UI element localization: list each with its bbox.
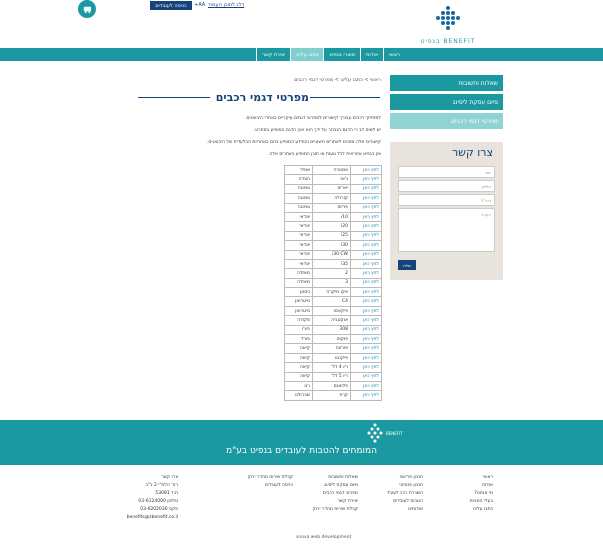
car-models-table <box>284 165 382 401</box>
spec-link[interactable]: לחץ כאן <box>351 231 382 240</box>
table-row <box>285 184 382 193</box>
email-field[interactable]: דוא"ל <box>398 194 495 206</box>
spec-link[interactable]: לחץ כאן <box>351 363 382 372</box>
phone-field[interactable]: טלפון <box>398 180 495 192</box>
footer-link[interactable]: benefits@zbenefit.co.il <box>126 515 178 520</box>
table-row <box>285 194 382 203</box>
spec-link[interactable]: לחץ כאן <box>351 372 382 381</box>
manufacturer-cell: אופל <box>285 166 313 175</box>
footer-link[interactable]: רח' הלח"י 2 ב"ב <box>145 483 178 488</box>
spec-link[interactable]: לחץ כאן <box>351 203 382 212</box>
footer-col-help <box>313 474 358 514</box>
spec-link[interactable]: לחץ כאן <box>351 335 382 344</box>
manufacturer-cell: יונדאי <box>285 259 313 268</box>
footer-title: המומחים להטבות לעובדים בנפיט בע"מ <box>226 446 377 456</box>
model-cell: פוקוס <box>313 335 351 344</box>
table-row <box>285 297 382 306</box>
footer-link[interactable]: אודות <box>482 483 493 488</box>
breadcrumb[interactable]: ראשי > כתבו עלינו > מפרטי דגמי רכבים <box>294 77 381 83</box>
footer-link[interactable]: טלפון 03-6124000 <box>138 499 178 504</box>
contact-form <box>390 142 503 280</box>
footer-link[interactable]: ת.ד 53081 <box>155 491 178 496</box>
manufacturer-cell: קיאה <box>285 344 313 353</box>
nav-products[interactable]: מוצרי בנפיט <box>323 48 360 61</box>
table-row <box>285 335 382 344</box>
footer-col-services <box>387 474 423 514</box>
footer-link[interactable]: כניסה לעובדים <box>264 483 293 488</box>
model-cell: יאריס <box>313 184 351 193</box>
table-row <box>285 212 382 221</box>
nav-press[interactable]: כתבו עלינו <box>290 48 323 61</box>
model-cell: 3 <box>313 278 351 287</box>
developer-credit[interactable]: snova web development <box>296 535 352 540</box>
footer-col-contact <box>127 474 178 522</box>
model-cell: אסטרה <box>313 166 351 175</box>
footer-col-main <box>470 474 493 514</box>
nav-contact[interactable]: יצירת קשר <box>256 48 290 61</box>
table-row <box>285 278 382 287</box>
footer-link[interactable]: מי אנחנו? <box>474 491 493 496</box>
spec-link[interactable]: לחץ כאן <box>351 184 382 193</box>
footer-link[interactable]: בעלי המניות <box>469 499 493 504</box>
table-row <box>285 166 382 175</box>
spec-link[interactable]: לחץ כאן <box>351 259 382 268</box>
table-row <box>285 353 382 362</box>
manufacturer-cell: רנו <box>285 381 313 390</box>
manufacturer-cell: טויוטה <box>285 203 313 212</box>
table-row <box>285 391 382 400</box>
footer-link[interactable]: השכרת רכב לעובד <box>386 491 423 496</box>
model-cell: C4 <box>313 297 351 306</box>
manufacturer-cell: סיטרואן <box>285 306 313 315</box>
sidebar-item-leasing-end[interactable]: סיום עסקת ליסינג <box>390 94 503 110</box>
logo-text: בנפיט BENEFIT <box>420 38 476 45</box>
table-row <box>285 363 382 372</box>
footer-link[interactable]: תכנון פנסיוני <box>399 483 423 488</box>
sidebar-item-faq[interactable]: שאלות ותשובות <box>390 75 503 91</box>
send-button[interactable]: שלח <box>398 260 416 270</box>
footer-link[interactable]: צרו קשר <box>161 475 178 480</box>
table-row <box>285 203 382 212</box>
spec-link[interactable]: לחץ כאן <box>351 212 382 221</box>
model-cell: i30 CW <box>313 250 351 259</box>
spec-link[interactable]: לחץ כאן <box>351 325 382 334</box>
footer-link[interactable]: סיום עסקת ליסינג <box>323 483 358 488</box>
table-row <box>285 250 382 259</box>
footer-link[interactable]: פקס 03-6202030 <box>140 507 178 512</box>
intro-paragraph: יש לשים לב כי הדגם הנבחר על ידך הוא אכן הדגם המופיע במפרט. <box>253 128 381 133</box>
spec-link[interactable]: לחץ כאן <box>351 166 382 175</box>
table-row <box>285 381 382 390</box>
table-row <box>285 269 382 278</box>
manufacturer-cell: מאזדה <box>285 269 313 278</box>
model-cell: פלואנס <box>313 381 351 390</box>
intro-paragraph: אין בנפיט אחראית לכל טעות או תוכן המופיע באתרים אלה. <box>267 152 381 157</box>
spec-link[interactable]: לחץ כאן <box>351 194 382 203</box>
spec-link[interactable]: לחץ כאן <box>351 353 382 362</box>
main-nav <box>0 48 603 61</box>
spec-link[interactable]: לחץ כאן <box>351 222 382 231</box>
model-cell: ריו 4 דל' <box>313 363 351 372</box>
table-row <box>285 259 382 268</box>
comment-field[interactable]: הערה <box>398 208 495 252</box>
table-row <box>285 222 382 231</box>
manufacturer-cell: פורד <box>285 335 313 344</box>
spec-link[interactable]: לחץ כאן <box>351 278 382 287</box>
title-divider <box>310 97 380 98</box>
footer-link[interactable]: מפרטי דגמי רכבים <box>322 491 358 496</box>
manufacturer-cell: יונדאי <box>285 231 313 240</box>
spec-link[interactable]: לחץ כאן <box>351 381 382 390</box>
nav-about[interactable]: אודות <box>360 48 383 61</box>
manufacturer-cell: יונדאי <box>285 222 313 231</box>
footer-link[interactable]: קבלת שירות מהדר ירוק <box>247 475 293 480</box>
manufacturer-cell: קיאה <box>285 353 313 362</box>
spec-link[interactable]: לחץ כאן <box>351 297 382 306</box>
table-row <box>285 231 382 240</box>
footer-banner <box>0 420 603 465</box>
font-size-toggle[interactable]: +AA <box>194 2 206 8</box>
intro-paragraph: קישורים אלה מפנים לאתרים חיצוניים והמידע המופיע בהם באחריות הבלעדית של היבואנים. <box>207 140 381 145</box>
model-cell: 2 <box>313 269 351 278</box>
manufacturer-cell: שברולט <box>285 391 313 400</box>
model-cell: i10 <box>313 212 351 221</box>
footer-link[interactable]: אודותינו <box>408 507 423 512</box>
model-cell: i30 <box>313 241 351 250</box>
footer-link[interactable]: ראשי <box>483 475 493 480</box>
model-cell: קורולה <box>313 194 351 203</box>
manufacturer-cell: ניסאן <box>285 288 313 297</box>
table-row <box>285 288 382 297</box>
manufacturer-cell: טויוטה <box>285 194 313 203</box>
model-cell: ג'אז <box>313 175 351 184</box>
sidebar-item-car-specs[interactable]: מפרטי דגמי רכבים <box>390 113 503 129</box>
manufacturer-cell: קיאה <box>285 363 313 372</box>
manufacturer-cell: מאזדה <box>285 278 313 287</box>
model-cell: i20 <box>313 222 351 231</box>
model-cell: פריוס <box>313 203 351 212</box>
intro-paragraph: למחזיקי רכבים עבורך קישורים למפרטי דגמים עיקריים באתרי היבואנים. <box>245 116 381 121</box>
model-cell: קרוז <box>313 391 351 400</box>
model-cell: i25 <box>313 231 351 240</box>
car-icon[interactable] <box>78 0 96 18</box>
model-cell: פיקנטו <box>313 353 351 362</box>
top-bar <box>0 0 603 48</box>
model-cell: פיקאסו <box>313 306 351 315</box>
spec-link[interactable]: לחץ כאן <box>351 316 382 325</box>
spec-link[interactable]: לחץ כאן <box>351 250 382 259</box>
manufacturer-cell: יונדאי <box>285 241 313 250</box>
model-cell: אקו מיקרה <box>313 288 351 297</box>
footer-link[interactable]: קבלת שירות מהדר ירוק <box>312 507 358 512</box>
model-cell: אוקטביה <box>313 316 351 325</box>
model-cell: 308 <box>313 325 351 334</box>
title-divider <box>138 97 210 98</box>
sidebar <box>390 75 503 132</box>
table-row <box>285 325 382 334</box>
footer-link[interactable]: יצירת קשר <box>337 499 358 504</box>
model-cell: i35 <box>313 259 351 268</box>
model-cell: ריו 5 דל' <box>313 372 351 381</box>
manufacturer-cell: פיג'ו <box>285 325 313 334</box>
footer-link[interactable]: שאלות ותשובות <box>328 475 358 480</box>
spec-link[interactable]: לחץ כאן <box>351 306 382 315</box>
footer-col-links <box>248 474 293 490</box>
skip-to-content-link[interactable]: דלג לתוכן העמוד <box>208 2 245 8</box>
manufacturer-cell: הונדה <box>285 175 313 184</box>
spec-link[interactable]: לחץ כאן <box>351 241 382 250</box>
nav-home[interactable]: ראשי <box>383 48 405 61</box>
table-row <box>285 306 382 315</box>
footer-link[interactable]: תכנון פרישה <box>399 475 423 480</box>
spec-link[interactable]: לחץ כאן <box>351 391 382 400</box>
contact-title: צרו קשר <box>451 146 493 159</box>
table-row <box>285 241 382 250</box>
page-title: מפרטי דגמי רכבים <box>215 91 309 104</box>
name-field[interactable]: שם <box>398 166 495 178</box>
footer-link[interactable]: הטבות לעובדים <box>393 499 423 504</box>
model-cell: פורטה <box>313 344 351 353</box>
manufacturer-cell: סיטרואן <box>285 297 313 306</box>
manufacturer-cell: קיאה <box>285 372 313 381</box>
spec-link[interactable]: לחץ כאן <box>351 288 382 297</box>
manufacturer-cell: סקודה <box>285 316 313 325</box>
manufacturer-cell: יונדאי <box>285 212 313 221</box>
spec-link[interactable]: לחץ כאן <box>351 344 382 353</box>
table-row <box>285 344 382 353</box>
table-row <box>285 175 382 184</box>
footer-logo <box>360 422 403 444</box>
table-row <box>285 316 382 325</box>
spec-link[interactable]: לחץ כאן <box>351 269 382 278</box>
employee-login-button[interactable]: כניסה לעובדים <box>150 1 192 10</box>
spec-link[interactable]: לחץ כאן <box>351 175 382 184</box>
svg-text:BENEFIT: BENEFIT <box>386 431 403 436</box>
footer-link[interactable]: כתבו עלינו <box>472 507 493 512</box>
manufacturer-cell: יונדאי <box>285 250 313 259</box>
manufacturer-cell: טויוטה <box>285 184 313 193</box>
table-row <box>285 372 382 381</box>
